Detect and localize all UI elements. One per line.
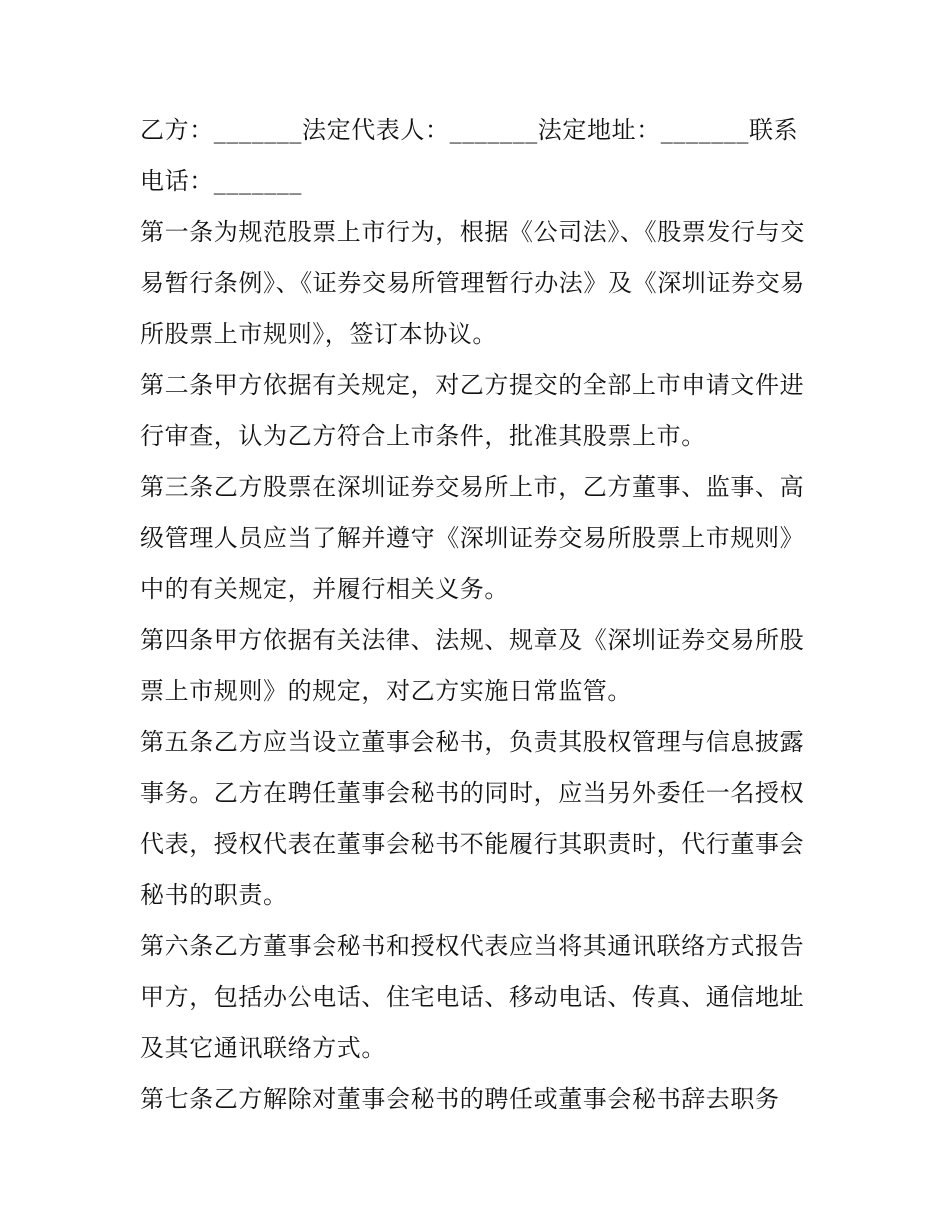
article-3: 第三条乙方股票在深圳证券交易所上市，乙方董事、监事、高级管理人员应当了解并遵守《深圳证券交易所股票上市规则》中的有关规定，并履行相关义务。	[140, 473, 805, 603]
article-7: 第七条乙方解除对董事会秘书的聘任或董事会秘书辞去职务	[140, 1085, 780, 1113]
article-6: 第六条乙方董事会秘书和授权代表应当将其通讯联络方式报告甲方，包括办公电话、住宅电话、移动电话、传真、通信地址及其它通讯联络方式。	[140, 932, 805, 1062]
party-b-info: 乙方：_______法定代表人：_______法定地址：_______联系电话：_______	[140, 116, 799, 195]
article-2: 第二条甲方依据有关规定，对乙方提交的全部上市申请文件进行审查，认为乙方符合上市条件，批准其股票上市。	[140, 371, 805, 450]
article-1: 第一条为规范股票上市行为，根据《公司法》、《股票发行与交易暂行条例》、《证券交易所管理暂行办法》及《深圳证券交易所股票上市规则》，签订本协议。	[140, 218, 805, 348]
article-4: 第四条甲方依据有关法律、法规、规章及《深圳证券交易所股票上市规则》的规定，对乙方实施日常监管。	[140, 626, 805, 705]
article-5: 第五条乙方应当设立董事会秘书，负责其股权管理与信息披露事务。乙方在聘任董事会秘书的同时，应当另外委任一名授权代表，授权代表在董事会秘书不能履行其职责时，代行董事会秘书的职责。	[140, 728, 805, 909]
document-body	[140, 105, 820, 1125]
